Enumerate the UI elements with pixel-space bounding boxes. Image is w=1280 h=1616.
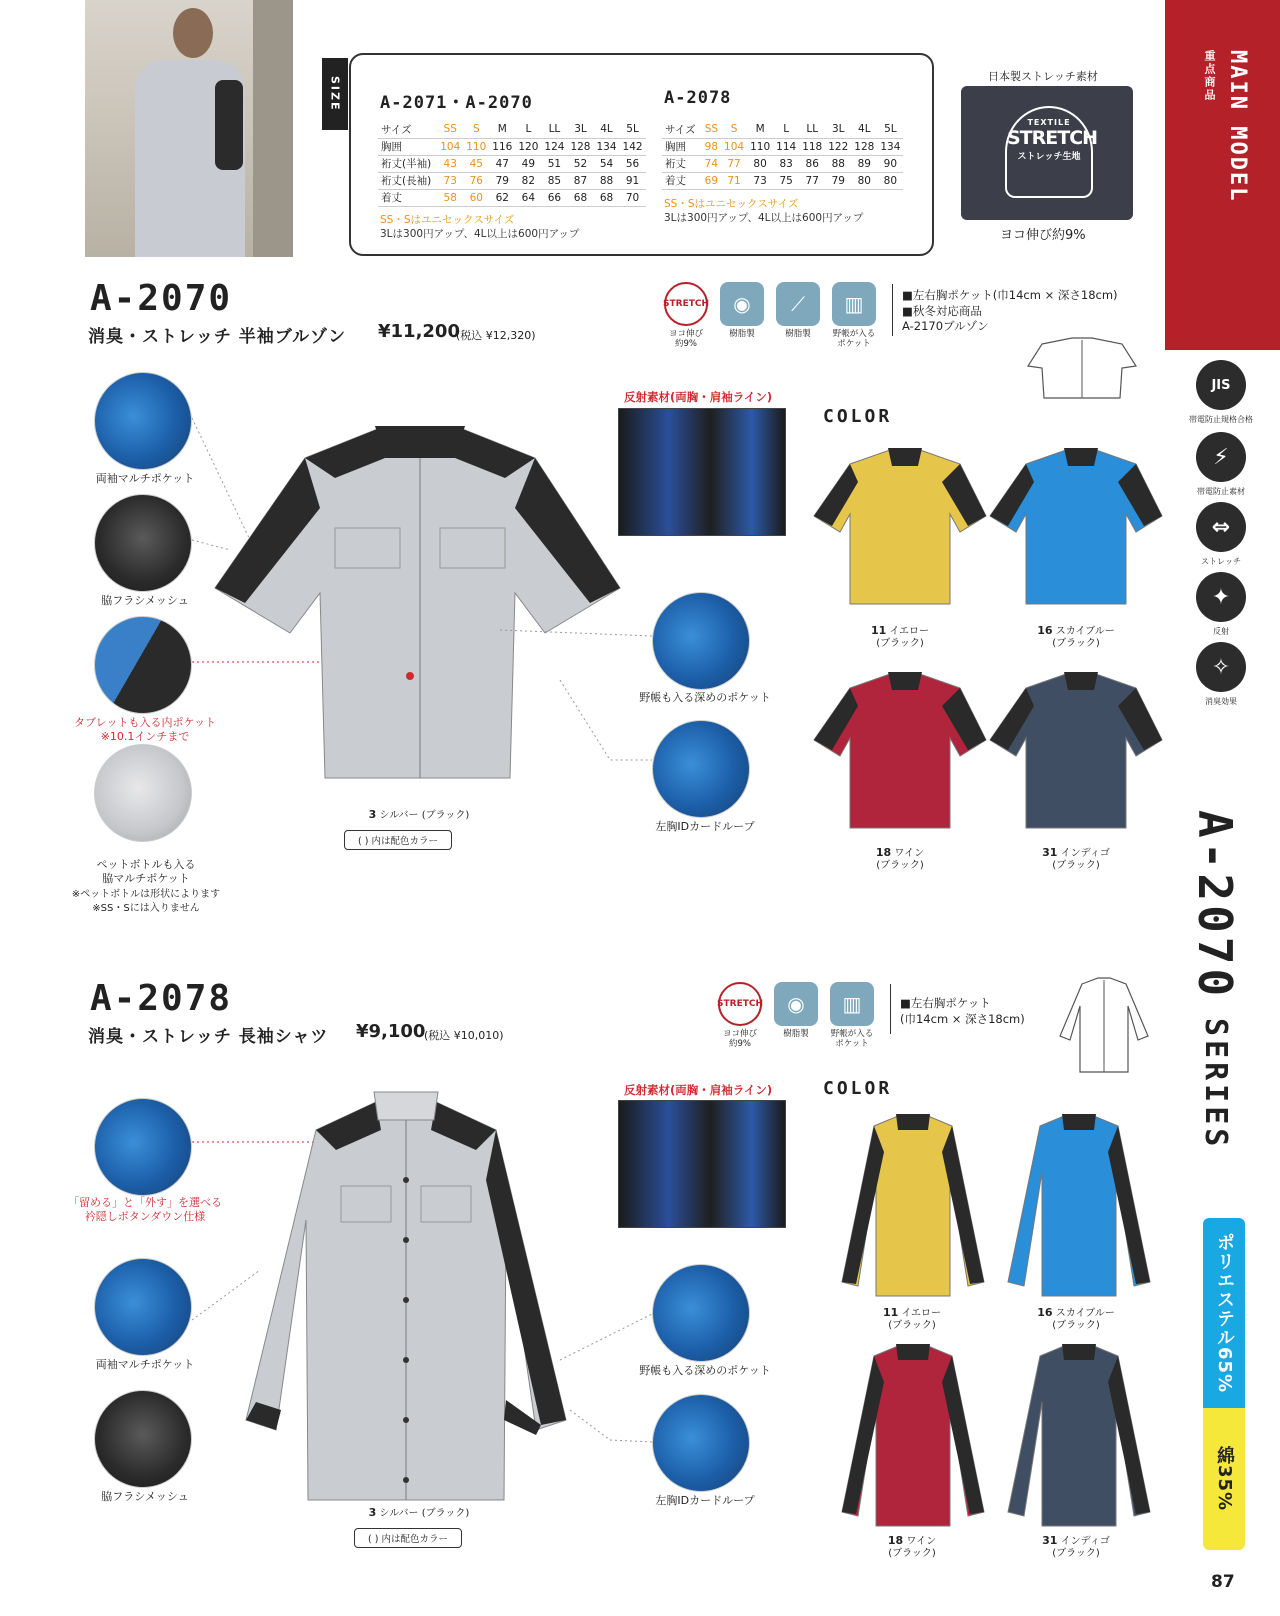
table-row [378,155,646,172]
detail-caption: 「留める」と「外す」を選べる 衿隠しボタンダウン仕様 [68,1196,222,1224]
table-cell: 胸囲 [662,138,702,155]
table-cell: 142 [620,138,646,155]
reflect-photo [618,408,786,536]
table-cell: M [489,121,515,138]
page-number: 87 [1211,1572,1235,1592]
product2-code: A-2078 [90,978,233,1019]
cotton-badge: 綿35% [1203,1408,1245,1550]
table-cell: 104 [437,138,463,155]
antistatic-caption: 帯電防止素材 [1197,487,1245,496]
color-caption-indigo: 31 インディゴ (ブラック) [1042,1534,1110,1559]
table-cell: 70 [620,189,646,206]
table-cell: 128 [851,138,877,155]
product1-price: ¥11,200 [378,321,460,342]
color-swatch-yellow [838,1112,988,1300]
color-caption-wine: 18 ワイン (ブラック) [875,846,925,871]
table-cell: 98 [702,138,721,155]
feature-caption: 樹脂製 [729,329,755,339]
table-cell: 49 [515,155,541,172]
table-cell: 128 [567,138,593,155]
product2-name: 消臭・ストレッチ 長袖シャツ [88,1027,329,1047]
table-cell: 3L [567,121,593,138]
antistatic-icon: ⚡ [1196,432,1246,482]
deodorant-caption: 消臭効果 [1205,697,1237,706]
table-cell: 66 [541,189,567,206]
table-cell: 88 [825,155,851,172]
color-swatch-wine [810,670,990,832]
model-photo [85,0,293,257]
table-cell: 裄丈 [662,155,702,172]
table-cell: 120 [515,138,541,155]
table-cell: 110 [747,138,773,155]
feature-caption: 樹脂製 [785,329,811,339]
table-cell: 5L [877,121,903,138]
table-cell: サイズ [662,121,702,138]
table-cell: 79 [825,172,851,189]
stretch-badge-icon: STRETCH [718,982,762,1026]
table-cell: 82 [515,172,541,189]
table-cell: 45 [463,155,489,172]
color-swatch-skyblue [986,446,1166,608]
product2-tax: (税込 ¥10,010) [424,1029,504,1042]
table-cell: LL [541,121,567,138]
reflect-photo [618,1100,786,1228]
table-cell: 69 [702,172,721,189]
detail-photo-id-loop [652,1394,750,1492]
detail-photo-mesh [94,494,192,592]
table-cell: 124 [541,138,567,155]
table-cell: 52 [567,155,593,172]
table-cell: L [515,121,541,138]
jis-caption: 帯電防止規格合格 [1189,415,1253,424]
table-cell: 83 [773,155,799,172]
reflect-caption: 反射素材(両胸・肩袖ライン) [624,1083,773,1097]
table-row [378,189,646,206]
table-cell: 77 [721,155,747,172]
table-cell: 裄丈(長袖) [378,172,437,189]
color-caption-wine: 18 ワイン (ブラック) [887,1534,937,1559]
feature-caption: 野帳が入る ポケット [832,329,876,349]
size-table-right [662,121,903,190]
size-note-unisex-left: SS・Sはユニセックスサイズ [380,214,515,226]
detail-caption: タブレットも入る内ポケット ※10.1インチまで [74,716,216,744]
feature-caption: 野帳が入る ポケット [830,1029,874,1049]
main-color-caption: 3 シルバー (ブラック) [368,1506,470,1519]
jacket-sketch [1022,334,1142,404]
table-cell: 76 [463,172,489,189]
table-cell: 80 [747,155,773,172]
table-cell: M [747,121,773,138]
table-cell: 43 [437,155,463,172]
detail-photo-side-pocket [94,744,192,842]
table-cell: 胸囲 [378,138,437,155]
detail-photo-collar [94,1098,192,1196]
leader-lines-right [560,1300,660,1460]
color-swatch-skyblue [1004,1112,1154,1300]
detail-caption: 左胸IDカードループ [655,1494,755,1507]
polyester-badge: ポリエステル65% [1203,1218,1245,1408]
main-model-sublabel: 重点商品 [1203,50,1216,102]
stretch-fabric-image [961,86,1133,220]
zipper-icon: ⟋ [776,282,820,326]
table-cell: 88 [593,172,619,189]
table-cell: 90 [877,155,903,172]
divider [892,284,893,336]
button-icon: ◉ [720,282,764,326]
detail-caption: 野帳も入る深めのポケット [639,1364,771,1377]
notebook-icon: ▥ [830,982,874,1026]
series-title [1188,810,1242,1150]
table-cell: 64 [515,189,541,206]
table-cell: 51 [541,155,567,172]
table-cell: 58 [437,189,463,206]
table-cell: 着丈 [378,189,437,206]
table-cell: 68 [567,189,593,206]
color-swatch-indigo [1004,1342,1154,1530]
table-cell: 68 [593,189,619,206]
detail-caption: 左胸IDカードループ [655,820,755,833]
color-scheme-note: ( ) 内は配色カラー [344,830,452,850]
table-cell: L [773,121,799,138]
color-swatch-indigo [986,670,1166,832]
detail-photo-sleeve-pocket [94,372,192,470]
detail-photo-id-loop [652,720,750,818]
product2-price: ¥9,100 [356,1021,426,1042]
reflect-caption: 反射素材(両胸・肩袖ライン) [624,390,773,404]
main-model-banner [1165,0,1280,350]
table-cell: 91 [620,172,646,189]
table-cell: 73 [437,172,463,189]
detail-caption: 両袖マルチポケット [95,472,195,485]
jis-icon: JIS [1196,360,1246,410]
color-caption-yellow: 11 イエロー (ブラック) [870,624,930,649]
button-icon: ◉ [774,982,818,1026]
product1-code: A-2070 [90,278,233,319]
detail-caption: 野帳も入る深めのポケット [639,691,771,704]
color-label: COLOR [823,406,893,427]
table-cell: 60 [463,189,489,206]
detail-caption: 両袖マルチポケット [95,1358,195,1371]
table-cell: LL [799,121,825,138]
series-word: SERIES [1198,1017,1233,1151]
size-table-left-title: A-2071・A-2070 [380,93,533,113]
color-caption-skyblue: 16 スカイブルー (ブラック) [1037,1306,1115,1331]
detail-photo-mesh [94,1390,192,1488]
table-cell: 4L [593,121,619,138]
color-swatch-yellow [810,446,990,608]
detail-photo-sleeve-pocket [94,1258,192,1356]
table-row [662,172,903,189]
table-cell: 80 [877,172,903,189]
main-model-label: MAIN MODEL [1225,50,1250,203]
feature-caption: ヨコ伸び 約9% [722,1029,757,1049]
table-cell: 134 [877,138,903,155]
color-swatch-wine [838,1342,988,1530]
table-cell: 62 [489,189,515,206]
table-cell: 85 [541,172,567,189]
table-cell: S [463,121,489,138]
table-cell: SS [437,121,463,138]
table-cell: 122 [825,138,851,155]
shirt-sketch [1056,976,1152,1076]
size-table-right-title: A-2078 [664,88,732,108]
table-cell: サイズ [378,121,437,138]
table-cell: 73 [747,172,773,189]
color-label: COLOR [823,1078,893,1099]
main-shirt-silver [236,1090,576,1510]
feature-caption: 樹脂製 [783,1029,809,1039]
table-cell: SS [702,121,721,138]
table-cell: 87 [567,172,593,189]
table-cell: 89 [851,155,877,172]
table-cell: 77 [799,172,825,189]
size-note-unisex-right: SS・Sはユニセックスサイズ [664,198,799,210]
table-cell: 56 [620,155,646,172]
table-cell: 80 [851,172,877,189]
table-cell: 110 [463,138,489,155]
detail-photo-deep-pocket [652,592,750,690]
table-row [662,138,903,155]
table-cell: 86 [799,155,825,172]
detail-photo-inner-pocket [94,616,192,714]
product1-tax: (税込 ¥12,320) [456,329,536,342]
reflect-caption: 反射 [1213,627,1229,636]
product2-specs: ■左右胸ポケット (巾14cm × 深さ18cm) [900,996,1025,1026]
fabric-stretch-note: ヨコ伸び約9% [1000,228,1086,243]
table-cell: 4L [851,121,877,138]
reflect-icon: ✦ [1196,572,1246,622]
table-cell: 5L [620,121,646,138]
leader-lines-right [500,620,660,770]
product1-specs: ■左右胸ポケット(巾14cm × 深さ18cm) ■秋冬対応商品 A-2170ブルゾン [902,288,1118,334]
main-color-caption: 3 シルバー (ブラック) [368,808,470,821]
table-cell: 74 [702,155,721,172]
color-caption-skyblue: 16 スカイブルー (ブラック) [1037,624,1115,649]
notebook-icon: ▥ [832,282,876,326]
feature-caption: ヨコ伸び 約9% [668,329,703,349]
size-table-left [378,121,646,207]
table-cell: 54 [593,155,619,172]
table-cell: 75 [773,172,799,189]
color-caption-yellow: 11 イエロー (ブラック) [882,1306,942,1331]
table-row [378,138,646,155]
table-cell: 79 [489,172,515,189]
color-scheme-note: ( ) 内は配色カラー [354,1528,462,1548]
fabric-caption: 日本製ストレッチ素材 [988,70,1098,83]
detail-photo-deep-pocket [652,1264,750,1362]
table-cell: 104 [721,138,747,155]
table-cell: S [721,121,747,138]
detail-caption: 脇フラシメッシュ [101,1490,189,1503]
series-code: A-2070 [1188,810,1242,1001]
size-tab: SIZE [322,58,348,130]
size-note-price-right: 3Lは300円アップ、4L以上は600円アップ [664,212,864,224]
detail-caption: 脇フラシメッシュ [101,594,189,607]
stretch-caption: ストレッチ [1201,557,1241,566]
table-row [662,155,903,172]
divider [890,984,891,1034]
table-cell: 着丈 [662,172,702,189]
table-cell: 114 [773,138,799,155]
table-cell: 118 [799,138,825,155]
table-cell: 134 [593,138,619,155]
product1-name: 消臭・ストレッチ 半袖ブルゾン [88,327,347,347]
stretch-badge-icon: STRETCH [664,282,708,326]
table-cell: 71 [721,172,747,189]
deodorant-icon: ✧ [1196,642,1246,692]
table-cell: 3L [825,121,851,138]
table-cell: 47 [489,155,515,172]
table-cell: 裄丈(半袖) [378,155,437,172]
textile-stretch-logo: TEXTILE STRETCH ストレッチ生地 [1005,106,1093,198]
detail-caption: ペットボトルも入る 脇マルチポケット ※ペットボトルは形状によります ※SS・Sには入りません [71,858,221,914]
table-cell: 116 [489,138,515,155]
size-note-price-left: 3Lは300円アップ、4L以上は600円アップ [380,228,580,240]
color-caption-indigo: 31 インディゴ (ブラック) [1042,846,1110,871]
stretch-icon: ⇔ [1196,502,1246,552]
table-row [378,172,646,189]
